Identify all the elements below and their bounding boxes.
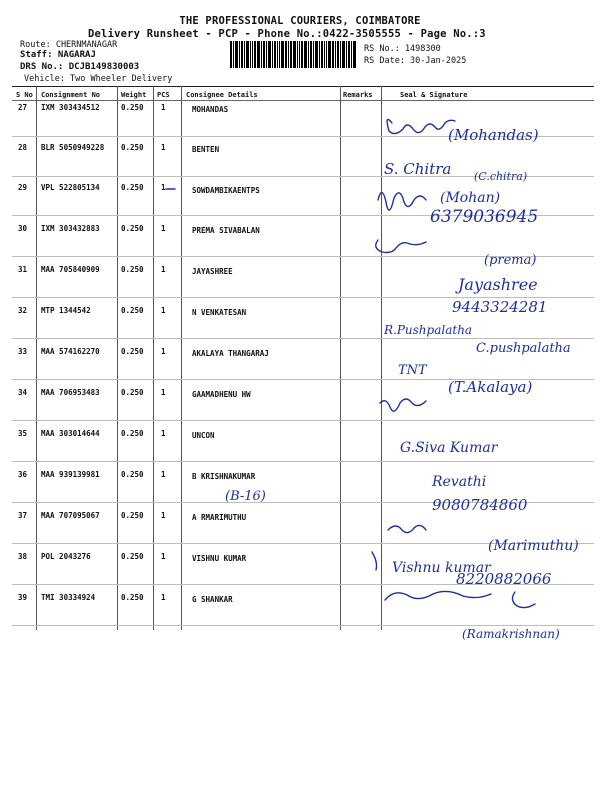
row-36-sno: 36 xyxy=(18,470,28,479)
row-39-signature-text: (Ramakrishnan) xyxy=(462,627,560,641)
row-31-signature-text: Jayashree xyxy=(458,275,538,294)
row-27-consignee: MOHANDAS xyxy=(192,105,229,114)
row-34-weight: 0.250 xyxy=(121,388,144,397)
row-27-consignment: IXM 303434512 xyxy=(41,103,100,112)
row-28-signature-paren: (C.chitra) xyxy=(474,170,528,183)
row-27-pcs: 1 xyxy=(161,103,166,112)
signature-scribble xyxy=(378,192,426,210)
row-36-signature-text: Revathi xyxy=(432,474,487,490)
row-divider xyxy=(12,256,594,257)
row-35-consignment: MAA 303014644 xyxy=(41,429,100,438)
row-37-pcs: 1 xyxy=(161,511,166,520)
row-34-consignee: GAAMADHENU HW xyxy=(192,390,251,399)
row-29-signature-text: (Mohan) xyxy=(440,190,501,206)
row-divider xyxy=(12,379,594,380)
column-divider xyxy=(340,86,341,630)
row-35-pcs: 1 xyxy=(161,429,166,438)
drs-number: DRS No.: DCJB149830003 xyxy=(20,62,140,72)
row-33-consignee: AKALAYA THANGARAJ xyxy=(192,349,269,358)
row-37-consignment: MAA 707095067 xyxy=(41,511,100,520)
signature-scribble xyxy=(380,399,426,411)
row-39-weight: 0.250 xyxy=(121,593,144,602)
column-divider xyxy=(153,86,154,630)
row-divider xyxy=(12,420,594,421)
signature-scribble xyxy=(387,119,455,133)
row-28-consignment: BLR 5050949228 xyxy=(41,143,105,152)
row-32-consignment: MTP 1344542 xyxy=(41,306,91,315)
row-30-signature-text: (prema) xyxy=(484,253,537,268)
row-38-consignment: POL 2043276 xyxy=(41,552,91,561)
row-divider xyxy=(12,297,594,298)
row-37-sno: 37 xyxy=(18,511,28,520)
row-36-note: (B-16) xyxy=(225,489,266,504)
row-31-phone: 9443324281 xyxy=(452,298,548,316)
row-38-signature-text: Vishnu kumar xyxy=(392,560,491,576)
signature-scribble xyxy=(512,592,535,608)
row-39-consignee: G SHANKAR xyxy=(192,595,233,604)
row-31-weight: 0.250 xyxy=(121,265,144,274)
table-top-border xyxy=(12,86,594,87)
route-label: Route: CHERNMANAGAR xyxy=(20,40,118,50)
row-27-sno: 27 xyxy=(18,103,28,112)
row-31-consignment: MAA 705840909 xyxy=(41,265,100,274)
row-35-signature-text: G.Siva Kumar xyxy=(400,440,498,456)
row-30-consignment: IXM 303432883 xyxy=(41,224,100,233)
row-37-signature-text: (Marimuthu) xyxy=(488,538,579,554)
row-30-sno: 30 xyxy=(18,224,28,233)
row-32-weight: 0.250 xyxy=(121,306,144,315)
row-28-pcs: 1 xyxy=(161,143,166,152)
row-29-pcs: 1 xyxy=(161,183,166,192)
row-30-weight: 0.250 xyxy=(121,224,144,233)
row-divider xyxy=(12,543,594,544)
staff-label: Staff: NAGARAJ xyxy=(20,50,96,60)
row-39-consignment: TMI 30334924 xyxy=(41,593,96,602)
column-divider xyxy=(117,86,118,630)
column-divider xyxy=(381,86,382,630)
row-38-sno: 38 xyxy=(18,552,28,561)
row-divider xyxy=(12,584,594,585)
row-30-consignee: PREMA SIVABALAN xyxy=(192,226,260,235)
row-32-sno: 32 xyxy=(18,306,28,315)
row-34-signature-text: (T.Akalaya) xyxy=(448,378,533,396)
row-33-pcs: 1 xyxy=(161,347,166,356)
row-29-phone: 6379036945 xyxy=(430,207,539,227)
row-30-pcs: 1 xyxy=(161,224,166,233)
row-33-tnt-note: TNT xyxy=(398,363,427,378)
row-33-signature-text: C.pushpalatha xyxy=(476,341,571,356)
row-38-pcs: 1 xyxy=(161,552,166,561)
company-title: THE PROFESSIONAL COURIERS, COIMBATORE xyxy=(179,15,421,27)
row-38-weight: 0.250 xyxy=(121,552,144,561)
row-29-consignee: SOWDAMBIKAENTPS xyxy=(192,186,260,195)
row-36-consignee: B KRISHNAKUMAR xyxy=(192,472,256,481)
row-29-consignment: VPL 522805134 xyxy=(41,183,100,192)
row-38-phone: 8220882066 xyxy=(456,570,552,588)
row-32-consignee: N VENKATESAN xyxy=(192,308,247,317)
row-divider xyxy=(12,136,594,137)
row-34-sno: 34 xyxy=(18,388,28,397)
header-divider xyxy=(12,100,594,101)
header-sno: S No xyxy=(16,91,33,99)
row-37-consignee: A RMARIMUTHU xyxy=(192,513,247,522)
header-pcs: PCS xyxy=(157,91,170,99)
column-divider xyxy=(181,86,182,630)
row-31-pcs: 1 xyxy=(161,265,166,274)
row-27-weight: 0.250 xyxy=(121,103,144,112)
signature-scribble xyxy=(388,525,426,532)
row-27-signature-text: (Mohandas) xyxy=(448,126,539,144)
row-34-consignment: MAA 706953483 xyxy=(41,388,100,397)
row-31-sno: 31 xyxy=(18,265,28,274)
row-33-weight: 0.250 xyxy=(121,347,144,356)
row-divider xyxy=(12,625,594,626)
row-31-consignee: JAYASHREE xyxy=(192,267,233,276)
row-35-consignee: UNCON xyxy=(192,431,215,440)
row-33-sno: 33 xyxy=(18,347,28,356)
row-35-sno: 35 xyxy=(18,429,28,438)
signature-scribble xyxy=(376,240,426,253)
row-36-weight: 0.250 xyxy=(121,470,144,479)
row-28-consignee: BENTEN xyxy=(192,145,220,154)
vehicle-label: Vehicle: Two Wheeler Delivery xyxy=(24,74,173,84)
column-divider xyxy=(36,86,37,630)
row-34-pcs: 1 xyxy=(161,388,166,397)
row-divider xyxy=(12,502,594,503)
row-divider xyxy=(12,461,594,462)
signature-scribble xyxy=(385,591,491,600)
row-28-sno: 28 xyxy=(18,143,28,152)
row-32-signature-text: R.Pushpalatha xyxy=(384,323,473,337)
signature-scribble xyxy=(372,552,377,570)
row-divider xyxy=(12,215,594,216)
row-38-consignee: VISHNU KUMAR xyxy=(192,554,247,563)
row-36-consignment: MAA 939139981 xyxy=(41,470,100,479)
row-36-phone: 9080784860 xyxy=(432,496,528,514)
header-consignment: Consignment No xyxy=(41,91,101,99)
row-32-pcs: 1 xyxy=(161,306,166,315)
row-divider xyxy=(12,338,594,339)
row-29-sno: 29 xyxy=(18,183,28,192)
header-seal-signature: Seal & Signature xyxy=(400,91,468,99)
header-remarks: Remarks xyxy=(343,91,373,99)
row-divider xyxy=(12,176,594,177)
rs-number: RS No.: 1498300 xyxy=(364,44,441,54)
row-37-weight: 0.250 xyxy=(121,511,144,520)
row-28-signature-text: S. Chitra xyxy=(384,160,452,178)
barcode xyxy=(230,41,357,68)
row-35-weight: 0.250 xyxy=(121,429,144,438)
row-28-weight: 0.250 xyxy=(121,143,144,152)
row-39-pcs: 1 xyxy=(161,593,166,602)
runsheet-subtitle: Delivery Runsheet - PCP - Phone No.:0422-3505555 - Page No.:3 xyxy=(88,28,486,40)
rs-date: RS Date: 30-Jan-2025 xyxy=(364,56,467,66)
row-29-weight: 0.250 xyxy=(121,183,144,192)
row-36-pcs: 1 xyxy=(161,470,166,479)
row-33-consignment: MAA 574162270 xyxy=(41,347,100,356)
row-39-sno: 39 xyxy=(18,593,28,602)
header-weight: Weight xyxy=(121,91,147,99)
header-consignee: Consignee Details xyxy=(186,91,258,99)
